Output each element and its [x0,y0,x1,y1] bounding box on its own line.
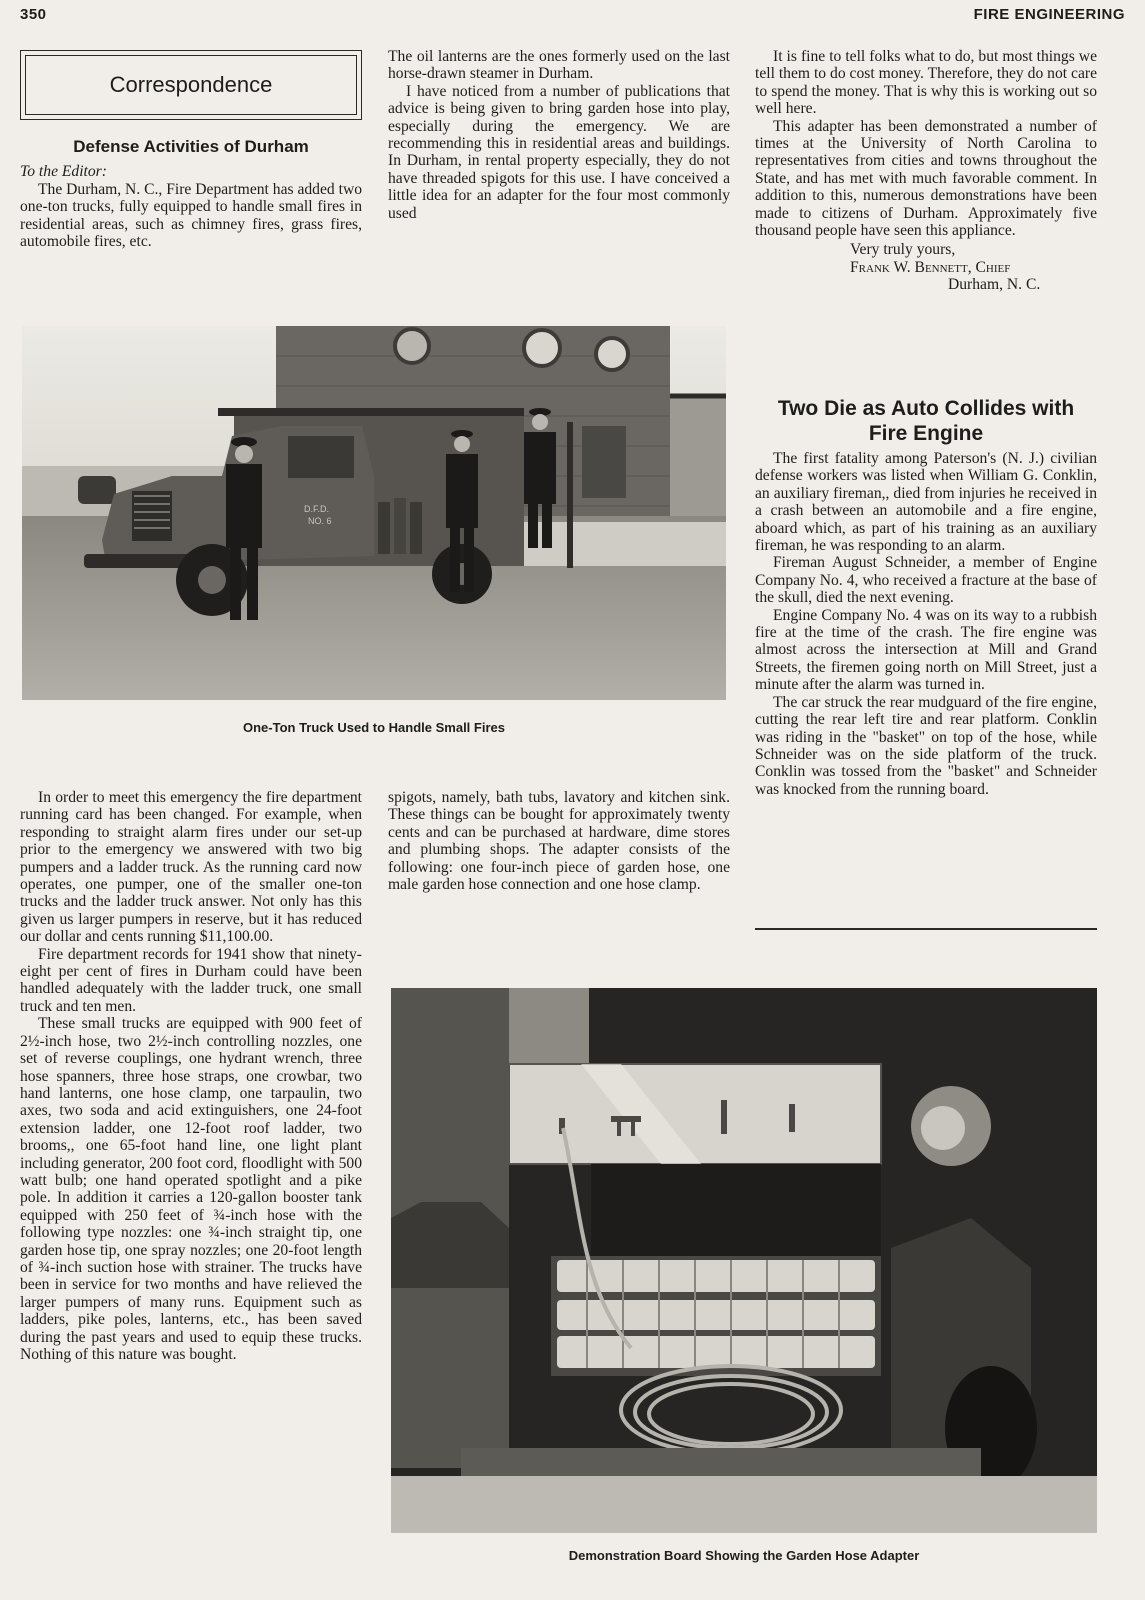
letter-intro [20,138,362,250]
article-heading-line-1: Two Die as Auto Collides with [777,397,1075,420]
letter-signer: Frank W. Bennett, Chief [850,258,1011,276]
paragraph: In order to meet this emergency the fire department running card has been changed. For example, when responding to straight alarm fires under our set-up prior to the emergency we answered with two big pumpers and a ladder truck. As the running card now operates, one pumper, one of the smaller one-ton trucks and the ladder truck answer. Not only has this given us larger pumpers in reserve, but it has reduced our dollar and cents running $11,100.00. [20,789,362,946]
truck-photo-image [22,326,726,700]
paragraph: It is fine to tell folks what to do, but most things we tell them to do cost money. Therefore, they do not care to spend the money. That is why this is working out so well here. [755,48,1097,118]
letter-signer-place: Durham, N. C. [948,276,1041,294]
page-number: 350 [20,6,47,23]
paragraph: spigots, namely, bath tubs, lavatory and kitchen sink. These things can be bought for approximately twenty cents and can be purchased at hardware, dime stores and plumbing shops. The adapter consists of the following: one four-inch piece of garden hose, one male garden hose connection and one hose clamp. [388,789,730,894]
truck-door-text-2: NO. 6 [308,516,332,526]
paragraph: Fireman August Schneider, a member of Engine Company No. 4, who received a fracture at the base of the skull, died the next evening. [755,554,1097,607]
column-2-top [388,48,730,222]
truck-door-text-1: D.F.D. [304,504,330,514]
paragraph: I have noticed from a number of publications that advice is being given to bring garden hose into play, especially during the emergency. We are recommending this in residential areas and buildings. In Durham, in rental property especially, they do not have threaded spigots for this use. I have conceived a little idea for an adapter for the four most commonly used [388,82,730,222]
section-title-box [20,50,362,120]
article-fatality [755,396,1097,798]
paragraph: The first fatality among Paterson's (N. J.) civilian defense workers was listed when William G. Conklin, an auxiliary fireman,, died from injuries he received in a crash between an automobile and a fire engine, aboard which, as part of his training as an auxiliary fireman, he was responding to an alarm. [755,450,1097,555]
article-heading-line-2: Fire Engine [868,422,984,445]
column-3-top [755,48,1097,294]
column-1-bottom [20,789,362,1363]
paragraph: The oil lanterns are the ones formerly used on the last horse-drawn steamer in Durham. [388,48,730,83]
adapter-photo-image [391,988,1097,1533]
letter-salutation: To the Editor: [20,163,107,181]
paragraph: The car struck the rear mudguard of the fire engine, cutting the rear left tire and rear platform. Conklin was riding in the "basket" on top of the hose, while Schneider was on the side platform of the truck. Conklin was tossed from the "basket" and Schneider was knocked from the running board. [755,693,1097,798]
adapter-photo-caption: Demonstration Board Showing the Garden Hose Adapter [568,1548,920,1563]
paragraph: Fire department records for 1941 show that ninety-eight per cent of fires in Durham could have been handled adequately with the ladder truck, one small truck and ten men. [20,945,362,1015]
letter-closing: Very truly yours, [850,241,956,259]
journal-name: FIRE ENGINEERING [973,6,1125,23]
letter-heading: Defense Activities of Durham [73,137,309,156]
column-2-bottom [388,789,730,893]
truck-photo [22,326,726,700]
letter-paragraph: The Durham, N. C., Fire Department has added two one-ton trucks, fully equipped to handle small fires in residential areas, such as chimney fires, grass fires, automobile fires, etc. [20,180,362,251]
paragraph: These small trucks are equipped with 900 feet of 2½-inch hose, two 2½-inch controlling nozzles, one set of reverse couplings, one hydrant wrench, three hose spanners, three hose straps, one crowbar, two hand lanterns, one hose clamp, one tarpaulin, two axes, two soda and acid extinguishers, one 24-foot extension ladder, one 12-foot roof ladder, two brooms,, one 65-foot hand line, one light plant including generator, 200 foot cord, floodlight with 500 watt bulb; one hand operated spotlight and a pike pole. In addition it carries a 120-gallon booster tank equipped with 250 feet of ¾-inch hose with the following type nozzles: one ¾-inch straight tip, one garden hose tip, one spray nozzles; one 20-foot length of ¾-inch suction hose with strainer. The trucks have been in service for two months and have relieved the larger pumpers of many runs. Equipment such as ladders, pike poles, lanterns, etc., has been saved during the past years and used to equip these trucks. Nothing of this nature was bought. [20,1015,362,1363]
truck-photo-caption: One-Ton Truck Used to Handle Small Fires [243,720,505,735]
paragraph: Engine Company No. 4 was on its way to a rubbish fire at the time of the crash. The fire engine was almost across the intersection at Mill and Grand Streets, the firemen going north on Mill Street, just a minute after the alarm was turned in. [755,606,1097,694]
paragraph: This adapter has been demonstrated a number of times at the University of North Carolina to representatives from cities and towns throughout the State, and has met with much favorable comment. In addition to this, numerous demonstrations have been made to citizens of Durham. Approximately five thousand people have seen this appliance. [755,117,1097,240]
adapter-photo [391,988,1097,1533]
section-title: Correspondence [109,72,273,97]
article-end-rule [755,928,1097,930]
